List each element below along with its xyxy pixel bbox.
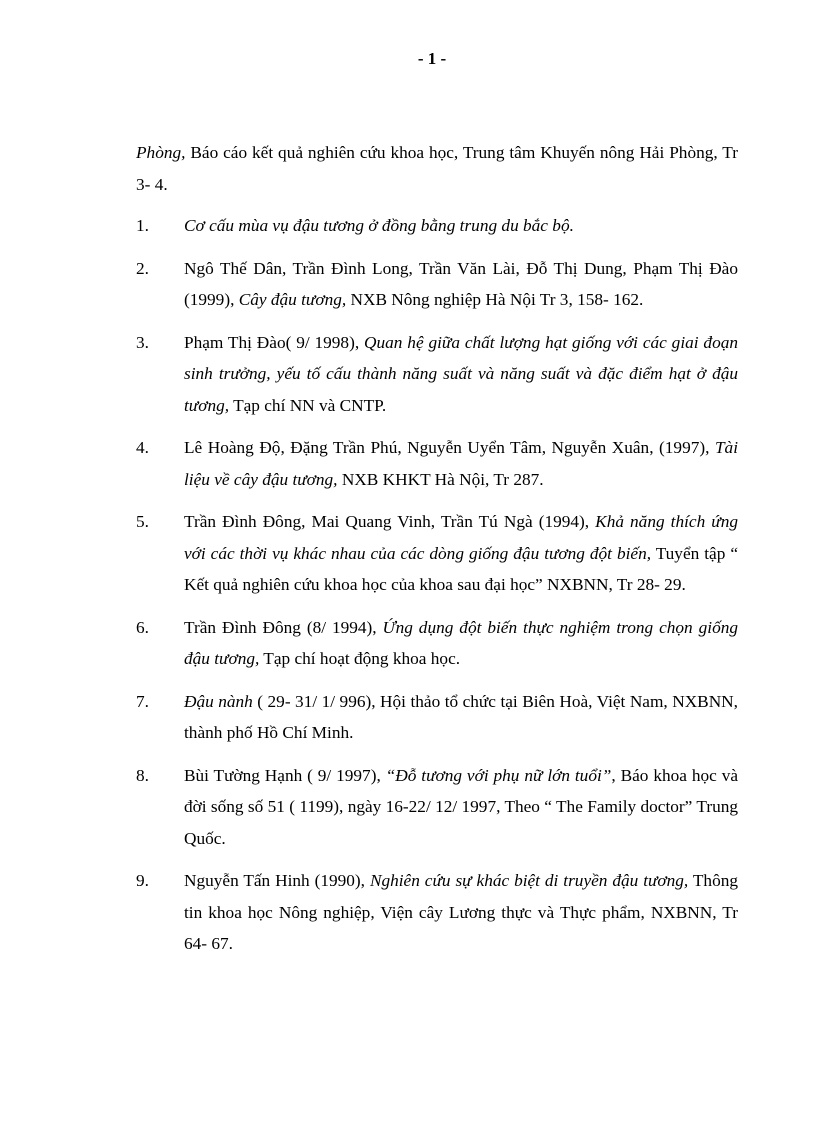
reference-authors: Phạm Thị Đào( 9/ 1998), [184,332,365,352]
reference-source: Thông tin khoa học Nông nghiệp, Viện cây Lương thực và Thực phẩm, NXBNN, Tr 64- 67. [184,871,738,953]
reference-title: Tài liệu về cây đậu tương, [184,438,738,489]
reference-source: Tạp chí hoạt động khoa học. [259,649,461,668]
lead-italic: Phòng, [136,143,186,162]
lead-text: Báo cáo kết quả nghiên cứu khoa học, Trung tâm Khuyến nông Hải Phòng, Tr 3- 4. [136,143,738,194]
reference-item [136,210,738,242]
reference-title: Ứng dụng đột biến thực nghiệm trong chọn giống đậu tương, [184,617,738,668]
reference-item [136,432,738,495]
reference-item [136,612,738,675]
reference-item [136,760,738,855]
reference-title: Cơ cấu mùa vụ đậu tương ở đồng bằng trung du bắc bộ. [184,216,574,235]
reference-title: Đậu nành [184,691,253,711]
reference-authors: Lê Hoàng Độ, Đặng Trần Phú, Nguyễn Uyển Tâm, Nguyễn Xuân, (1997), [184,438,715,457]
reference-authors: Nguyễn Tấn Hinh (1990), [184,871,370,890]
reference-source: Tuyển tập “ Kết quả nghiên cứu khoa học của khoa sau đại học” NXBNN, Tr 28- 29. [184,543,738,594]
reference-number: 1. [136,216,149,235]
reference-number: 2. [136,258,149,278]
reference-title: “Đỗ tương với phụ nữ lớn tuổi” [385,765,612,785]
reference-list [136,210,738,960]
reference-authors: Trần Đình Đông, Mai Quang Vinh, Trần Tú Ngà (1994), [184,512,596,531]
reference-title: Cây đậu tương, [238,290,347,309]
reference-number: 8. [136,765,149,785]
page-number: - 1 - [417,49,447,68]
reference-source: NXB KHKT Hà Nội, Tr 287. [337,469,544,489]
reference-item [136,506,738,601]
reference-title: Khả năng thích ứng với các thời vụ khác nhau của các dòng giống đậu tương đột biến, [184,512,738,563]
document-body [136,137,738,971]
reference-title: Quan hệ giữa chất lượng hạt giống với các giai đoạn sinh trưởng, yếu tố cấu thành năng suất và năng suất và đặc điểm hạt ở đậu tương, [184,332,738,415]
continued-reference [136,137,738,200]
reference-authors: Trần Đình Đông (8/ 1994), [184,617,383,637]
reference-authors: Bùi Tường Hạnh ( 9/ 1997), [184,765,386,785]
reference-number: 9. [136,871,149,890]
reference-source: ( 29- 31/ 1/ 996), Hội thảo tổ chức tại Biên Hoà, Việt Nam, NXBNN, thành phố Hồ Chí Minh. [184,691,738,742]
reference-item [136,865,738,960]
reference-item [136,686,738,749]
reference-number: 6. [136,617,149,637]
reference-item [136,327,738,422]
reference-number: 4. [136,438,149,457]
reference-source: NXB Nông nghiệp Hà Nội Tr 3, 158- 162. [346,290,644,309]
reference-source: , Báo khoa học và đời sống số 51 ( 1199), ngày 16-22/ 12/ 1997, Theo “ The Family doctor” Trung Quốc. [184,765,739,848]
reference-title: Nghiên cứu sự khác biệt di truyền đậu tương, [369,871,689,890]
reference-number: 7. [136,691,149,711]
reference-number: 3. [136,332,149,352]
reference-number: 5. [136,512,149,531]
reference-authors: Ngô Thế Dân, Trần Đình Long, Trần Văn Lài, Đỗ Thị Dung, Phạm Thị Đào (1999), [184,258,738,309]
reference-source: Tạp chí NN và CNTP. [229,395,387,415]
reference-item [136,253,738,316]
